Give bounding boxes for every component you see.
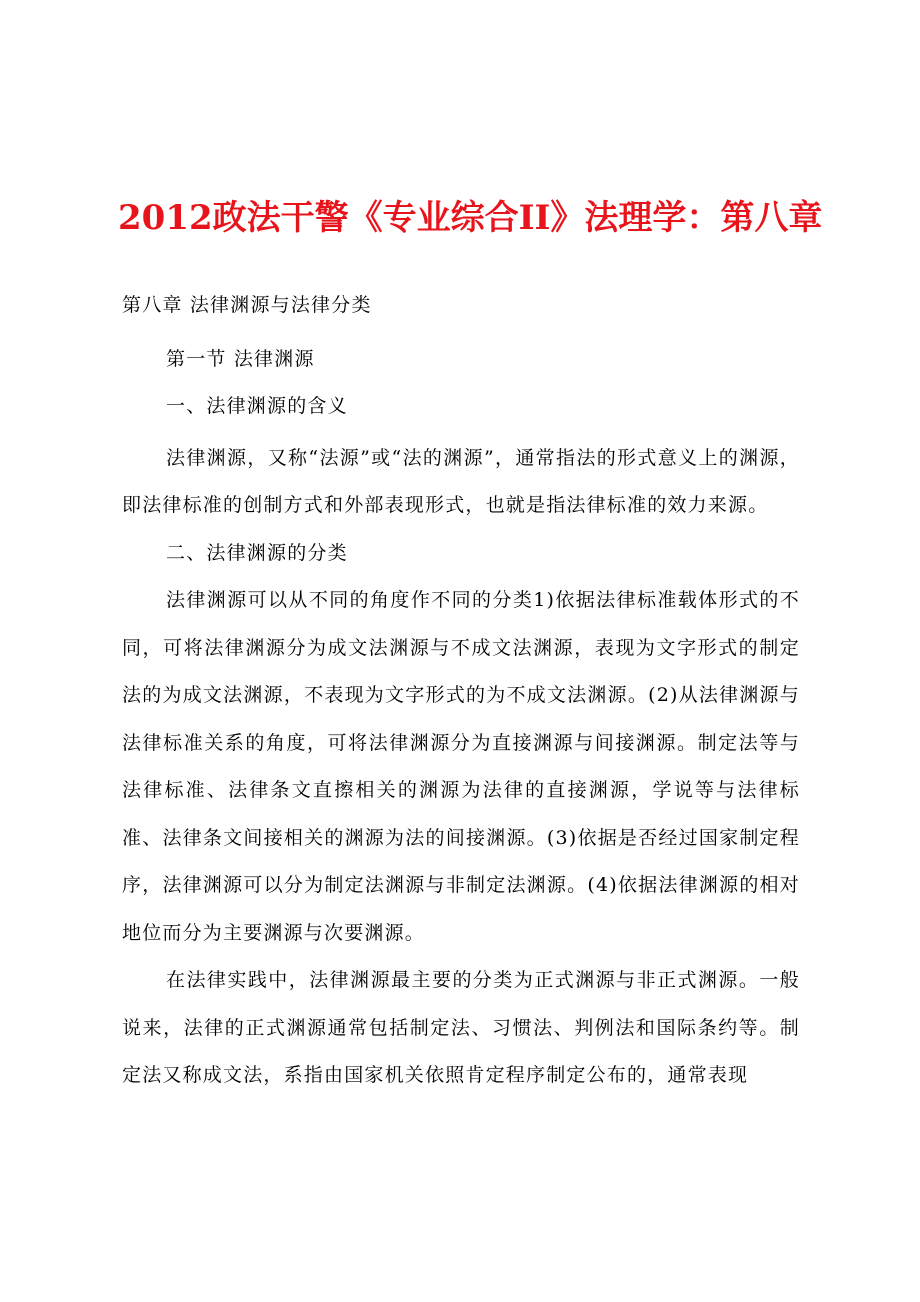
document-body bbox=[122, 280, 800, 1100]
paragraph-formal-sources: 在法律实践中，法律渊源最主要的分类为正式渊源与非正式渊源。一般说来，法律的正式渊源通常包括制定法、习惯法、判例法和国际条约等。制定法又称成文法，系指由国家机关依照肯定程序制定公布的，通常表现 bbox=[122, 969, 800, 1086]
document-title: 2012政法干警《专业综合II》法理学：第八章 bbox=[118, 198, 823, 238]
paragraph-definition: 法律渊源，又称“法源”或“法的渊源”，通常指法的形式意义上的渊源，即法律标准的创制方式和外部表现形式，也就是指法律标准的效力来源。 bbox=[122, 446, 800, 516]
paragraph-classification: 法律渊源可以从不同的角度作不同的分类1)依据法律标准载体形式的不同，可将法律渊源分为成文法渊源与不成文法渊源，表现为文字形式的制定法的为成文法渊源，不表现为文字形式的为不成文法渊源。(2)从法律渊源与法律标准关系的角度，可将法律渊源分为直接渊源与间接渊源。制定法等与法律标准、法律条文直擦相关的渊源为法律的直接渊源，学说等与法律标准、法律条文间接相关的渊源为法的间接渊源。(3)依据是否经过国家制定程序，法律渊源可以分为制定法渊源与非制定法渊源。(4)依据法律渊源的相对地位而分为主要渊源与次要渊源。 bbox=[122, 589, 800, 944]
chapter-heading: 第八章 法律渊源与法律分类 bbox=[122, 294, 372, 316]
subsection-heading-classification: 二、法律渊源的分类 bbox=[166, 541, 348, 564]
section-heading: 第一节 法律渊源 bbox=[166, 347, 315, 370]
subsection-heading-meaning: 一、法律渊源的含义 bbox=[166, 395, 348, 417]
